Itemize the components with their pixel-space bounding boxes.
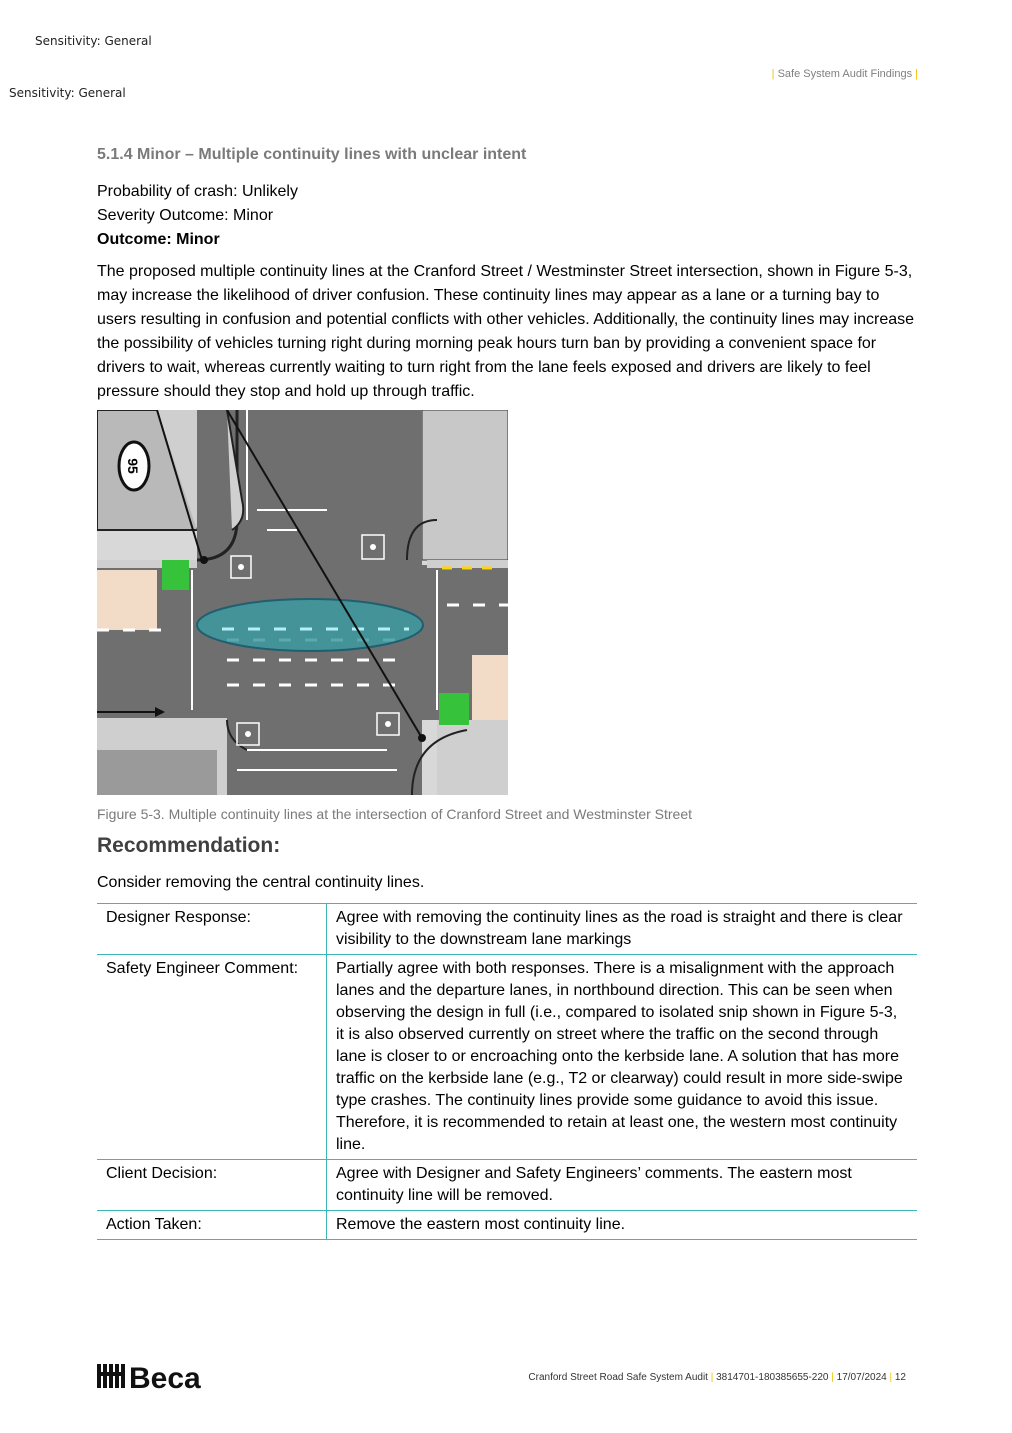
finding-paragraph: The proposed multiple continuity lines at the Cranford Street / Westminster Street intersection, shown in Figure 5-3, may increase the likelihood of driver confusion. These continuity lines may appear as a lane or a turning bay to users resulting in confusion and potential conflicts with other vehicles. Additionally, the continuity lines may increase the possibility of vehicles turning right during morning peak hours turn ban by providing a convenient space for drivers to wait, whereas currently waiting to turn right from the lane feels exposed and drivers are likely to feel pressure should they stop and hold up through traffic. <box>97 263 915 400</box>
footer-ref: 3814701-180385655-220 <box>716 1372 829 1383</box>
figure-caption: Figure 5-3. Multiple continuity lines at the intersection of Cranford Street and Westminster Street <box>97 806 693 822</box>
footer-document: Cranford Street Road Safe System Audit <box>528 1372 708 1383</box>
footer-date: 17/07/2024 <box>836 1372 887 1383</box>
probability-line: Probability of crash: Unlikely <box>97 183 298 200</box>
table-row <box>97 904 917 955</box>
beca-logo <box>97 1360 227 1392</box>
running-header: | Safe System Audit Findings | <box>771 68 918 80</box>
outcome-line: Outcome: Minor <box>97 231 220 248</box>
recommendation-title: Recommendation: <box>97 834 281 857</box>
severity-line: Severity Outcome: Minor <box>97 207 274 224</box>
page-number: 12 <box>894 1372 906 1383</box>
row-text: Agree with Designer and Safety Engineers’ comments. The eastern most continuity line will be removed. <box>327 1160 918 1211</box>
page-footer: Cranford Street Road Safe System Audit | 3814701-180385655-220 | 17/07/2024 | 12 <box>528 1372 906 1383</box>
section-heading: 5.1.4 Minor – Multiple continuity lines with unclear intent <box>97 146 527 163</box>
row-text: Agree with removing the continuity lines as the road is straight and there is clear visibility to the downstream lane markings <box>327 904 918 955</box>
speed-sign-number: 95 <box>125 458 141 474</box>
finding-description <box>97 260 917 404</box>
table-row <box>97 955 917 1160</box>
response-table <box>97 903 917 1240</box>
logo-wordmark: Beca <box>129 1362 201 1392</box>
row-label: Designer Response: <box>97 904 327 955</box>
recommendation-text: Consider removing the central continuity lines. <box>97 874 425 891</box>
table-row <box>97 1211 917 1240</box>
row-label: Safety Engineer Comment: <box>97 955 327 1160</box>
sensitivity-label: Sensitivity: General <box>35 34 152 48</box>
header-section: Safe System Audit Findings <box>777 68 913 80</box>
row-text: Remove the eastern most continuity line. <box>327 1211 918 1240</box>
intersection-figure <box>97 410 508 795</box>
row-text: Partially agree with both responses. There is a misalignment with the approach lanes and the departure lanes, in northbound direction. This can be seen when observing the design in full (i.e., compared to isolated snip shown in Figure 5-3, it is also observed currently on street where the traffic on the second through lane is closer to or encroaching onto the kerbside lane. A solution that has more traffic on the kerbside lane (e.g., T2 or clearway) could result in more side-swipe type crashes. The continuity lines provide some guidance to avoid this issue. Therefore, it is recommended to retain at least one, the western most continuity line. <box>327 955 918 1160</box>
sensitivity-label-secondary: Sensitivity: General <box>9 86 126 100</box>
risk-summary <box>97 180 298 252</box>
table-row <box>97 1160 917 1211</box>
row-label: Client Decision: <box>97 1160 327 1211</box>
row-label: Action Taken: <box>97 1211 327 1240</box>
